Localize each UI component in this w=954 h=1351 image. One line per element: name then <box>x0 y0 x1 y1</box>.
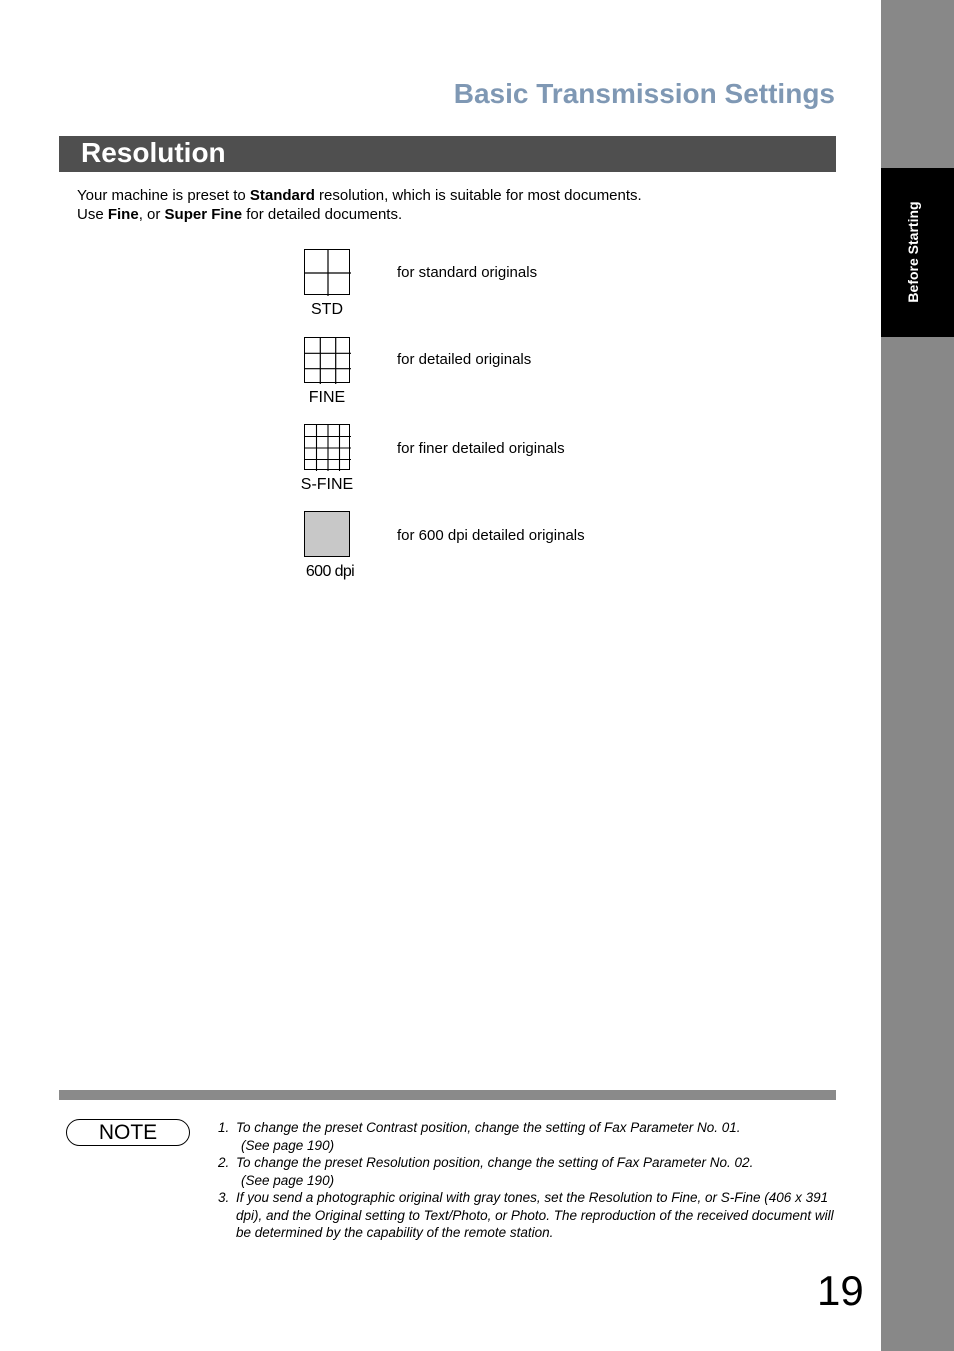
page-number: 19 <box>817 1267 864 1314</box>
note-item <box>218 1119 836 1154</box>
note-item-number: 2. <box>218 1155 230 1170</box>
intro-text-run: for detailed documents. <box>242 206 403 223</box>
intro-text-run: resolution, which is suitable for most documents. <box>314 187 642 204</box>
note-item-reference: (See page 190) <box>241 1137 335 1153</box>
mode-label-fine: FINE <box>308 389 346 406</box>
mode-description-s-fine: for finer detailed originals <box>397 440 565 457</box>
mode-description-std: for standard originals <box>397 264 538 281</box>
grid-2x2-icon <box>304 249 350 295</box>
page-header-title: Basic Transmission Settings <box>453 78 835 109</box>
intro-line-2 <box>77 205 642 224</box>
intro-text-run: , or <box>138 206 165 223</box>
intro-line-1 <box>77 186 642 205</box>
mode-label-s-fine: S-FINE <box>300 476 354 493</box>
note-list <box>218 1119 836 1242</box>
intro-paragraph <box>77 186 642 224</box>
grid-3x3-icon <box>304 337 350 383</box>
section-heading-bar <box>59 136 836 172</box>
mode-label-600dpi: 600 dpi <box>305 563 355 580</box>
note-item-number: 1. <box>218 1120 230 1135</box>
mode-description-fine: for detailed originals <box>397 351 532 368</box>
solid-square-icon <box>304 511 350 557</box>
mode-label-std: STD <box>311 301 343 318</box>
intro-bold-term: Standard <box>249 187 315 204</box>
note-item <box>218 1154 836 1189</box>
intro-text-run: Use <box>77 206 108 223</box>
intro-text-run: Your machine is preset to <box>77 187 250 204</box>
mode-description-600dpi: for 600 dpi detailed originals <box>397 527 585 544</box>
grid-4x4-icon <box>304 424 350 470</box>
note-badge: NOTE <box>66 1119 190 1146</box>
note-divider <box>59 1090 836 1100</box>
intro-bold-term: Fine <box>107 206 139 223</box>
side-chapter-tab-label: Before Starting <box>905 201 921 303</box>
note-item <box>218 1189 836 1242</box>
note-item-reference: (See page 190) <box>241 1172 335 1188</box>
intro-bold-term: Super Fine <box>164 206 243 223</box>
section-title: Resolution <box>81 137 226 168</box>
note-item-text: If you send a photographic original with gray tones, set the Resolution to Fine, or S-Fine (406 x 391 dpi), and the Original setting to Text/Photo, or Photo. The reproduction of the received document will be determined by the capability of the remote station. <box>236 1190 834 1240</box>
note-item-number: 3. <box>218 1190 230 1205</box>
note-item-text: To change the preset Resolution position, change the setting of Fax Parameter No. 02. <box>236 1155 754 1170</box>
note-item-text: To change the preset Contrast position, change the setting of Fax Parameter No. 01. <box>236 1120 741 1135</box>
